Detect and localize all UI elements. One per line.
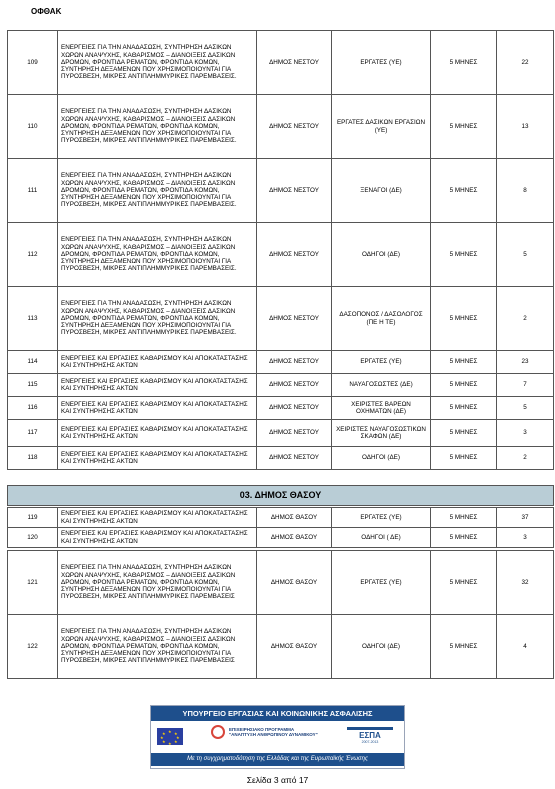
duration: 5 ΜΗΝΕΣ [431, 447, 497, 470]
table-row [8, 420, 554, 447]
municipality: ΔΗΜΟΣ ΝΕΣΤΟΥ [257, 420, 332, 447]
program-logo-icon [211, 725, 225, 739]
specialty: ΕΡΓΑΤΕΣ ΔΑΣΙΚΩΝ ΕΡΓΑΣΙΩΝ (ΥΕ) [332, 95, 431, 159]
municipality: ΔΗΜΟΣ ΝΕΣΤΟΥ [257, 31, 332, 95]
row-number: 116 [8, 397, 58, 420]
duration: 5 ΜΗΝΕΣ [431, 31, 497, 95]
activity-description: ΕΝΕΡΓΕΙΕΣ ΚΑΙ ΕΡΓΑΣΙΕΣ ΚΑΘΑΡΙΣΜΟΥ ΚΑΙ ΑΠΟΚΑΤΑΣΤΑΣΗΣ ΚΑΙ ΣΥΝΤΗΡΗΣΗΣ ΑΚΤΩΝ [58, 374, 257, 397]
municipality: ΔΗΜΟΣ ΝΕΣΤΟΥ [257, 447, 332, 470]
specialty: ΧΕΙΡΙΣΤΕΣ ΒΑΡΕΩΝ ΟΧΗΜΑΤΩΝ (ΔΕ) [332, 397, 431, 420]
duration: 5 ΜΗΝΕΣ [431, 223, 497, 287]
municipality: ΔΗΜΟΣ ΘΑΣΟΥ [257, 528, 332, 548]
activity-description: ΕΝΕΡΓΕΙΕΣ ΚΑΙ ΕΡΓΑΣΙΕΣ ΚΑΘΑΡΙΣΜΟΥ ΚΑΙ ΑΠΟΚΑΤΑΣΤΑΣΗΣ ΚΑΙ ΣΥΝΤΗΡΗΣΗΣ ΑΚΤΩΝ [58, 528, 257, 548]
positions-count: 22 [497, 31, 554, 95]
funding-banner [150, 705, 405, 769]
municipality: ΔΗΜΟΣ ΝΕΣΤΟΥ [257, 287, 332, 351]
specialty: ΟΔΗΓΟΙ (ΔΕ) [332, 447, 431, 470]
positions-table-thasos [7, 507, 554, 548]
program-name: ΕΠΙΧΕΙΡΗΣΙΑΚΟ ΠΡΟΓΡΑΜΜΑ "ΑΝΑΠΤΥΞΗ ΑΝΘΡΩΠΙΝΟΥ ΔΥΝΑΜΙΚΟΥ" [229, 727, 318, 737]
table-row [8, 528, 554, 548]
row-number: 119 [8, 508, 58, 528]
activity-description: ΕΝΕΡΓΕΙΕΣ ΓΙΑ ΤΗΝ ΑΝΑΔΑΣΩΣΗ, ΣΥΝΤΗΡΗΣΗ ΔΑΣΙΚΩΝ ΧΩΡΩΝ ΑΝΑΨΥΧΗΣ, ΚΑΘΑΡΙΣΜΟΣ – ΔΙΑΝΟΙΞΕΙΣ ΔΑΣΙΚΩΝ ΔΡΟΜΩΝ, ΦΡΟΝΤΙΔΑ ΡΕΜΑΤΩΝ, ΦΡΟΝΤΙΔΑ ΚΟΜΩΝ, ΣΥΝΤΗΡΗΣΗ ΔΕΞΑΜΕΝΩΝ ΠΟΥ ΧΡΗΣΙΜΟΠΟΙΟΥΝΤΑΙ ΓΙΑ ΠΥΡΟΣΒΕΣΗ, ΜΙΚΡΕΣ ΑΝΤΙΠΛΗΜΜΥΡΙΚΕΣ ΠΑΡΕΜΒΑΣΕΙΣ. [58, 287, 257, 351]
activity-description: ΕΝΕΡΓΕΙΕΣ ΚΑΙ ΕΡΓΑΣΙΕΣ ΚΑΘΑΡΙΣΜΟΥ ΚΑΙ ΑΠΟΚΑΤΑΣΤΑΣΗΣ ΚΑΙ ΣΥΝΤΗΡΗΣΗΣ ΑΚΤΩΝ [58, 420, 257, 447]
specialty: ΟΔΗΓΟΙ (ΔΕ) [332, 223, 431, 287]
positions-table-thasos-forest [7, 550, 554, 679]
row-number: 109 [8, 31, 58, 95]
duration: 5 ΜΗΝΕΣ [431, 159, 497, 223]
positions-count: 8 [497, 159, 554, 223]
table-row [8, 31, 554, 95]
positions-count: 37 [497, 508, 554, 528]
ministry-title: ΥΠΟΥΡΓΕΙΟ ΕΡΓΑΣΙΑΣ ΚΑΙ ΚΟΙΝΩΝΙΚΗΣ ΑΣΦΑΛΙΣΗΣ [151, 706, 404, 721]
row-number: 111 [8, 159, 58, 223]
positions-table-nestos [7, 30, 554, 470]
duration: 5 ΜΗΝΕΣ [431, 551, 497, 615]
duration: 5 ΜΗΝΕΣ [431, 528, 497, 548]
activity-description: ΕΝΕΡΓΕΙΕΣ ΓΙΑ ΤΗΝ ΑΝΑΔΑΣΩΣΗ, ΣΥΝΤΗΡΗΣΗ ΔΑΣΙΚΩΝ ΧΩΡΩΝ ΑΝΑΨΥΧΗΣ, ΚΑΘΑΡΙΣΜΟΣ – ΔΙΑΝΟΙΞΕΙΣ ΔΑΣΙΚΩΝ ΔΡΟΜΩΝ, ΦΡΟΝΤΙΔΑ ΡΕΜΑΤΩΝ, ΦΡΟΝΤΙΔΑ ΚΟΜΩΝ, ΣΥΝΤΗΡΗΣΗ ΔΕΞΑΜΕΝΩΝ ΠΟΥ ΧΡΗΣΙΜΟΠΟΙΟΥΝΤΑΙ ΓΙΑ ΠΥΡΟΣΒΕΣΗ, ΜΙΚΡΕΣ ΑΝΤΙΠΛΗΜΜΥΡΙΚΕΣ ΠΑΡΕΜΒΑΣΕΙΣ. [58, 223, 257, 287]
duration: 5 ΜΗΝΕΣ [431, 508, 497, 528]
positions-count: 3 [497, 420, 554, 447]
duration: 5 ΜΗΝΕΣ [431, 287, 497, 351]
positions-count: 23 [497, 351, 554, 374]
row-number: 120 [8, 528, 58, 548]
specialty: ΕΡΓΑΤΕΣ (ΥΕ) [332, 508, 431, 528]
positions-count: 32 [497, 551, 554, 615]
activity-description: ΕΝΕΡΓΕΙΕΣ ΚΑΙ ΕΡΓΑΣΙΕΣ ΚΑΘΑΡΙΣΜΟΥ ΚΑΙ ΑΠΟΚΑΤΑΣΤΑΣΗΣ ΚΑΙ ΣΥΝΤΗΡΗΣΗΣ ΑΚΤΩΝ [58, 508, 257, 528]
row-number: 113 [8, 287, 58, 351]
specialty: ΟΔΗΓΟΙ (ΔΕ) [332, 615, 431, 679]
espa-label: ΕΣΠΑ [359, 731, 381, 740]
activity-description: ΕΝΕΡΓΕΙΕΣ ΓΙΑ ΤΗΝ ΑΝΑΔΑΣΩΣΗ, ΣΥΝΤΗΡΗΣΗ ΔΑΣΙΚΩΝ ΧΩΡΩΝ ΑΝΑΨΥΧΗΣ, ΚΑΘΑΡΙΣΜΟΣ – ΔΙΑΝΟΙΞΕΙΣ ΔΑΣΙΚΩΝ ΔΡΟΜΩΝ, ΦΡΟΝΤΙΔΑ ΡΕΜΑΤΩΝ, ΦΡΟΝΤΙΔΑ ΚΟΜΩΝ, ΣΥΝΤΗΡΗΣΗ ΔΕΞΑΜΕΝΩΝ ΠΟΥ ΧΡΗΣΙΜΟΠΟΙΟΥΝΤΑΙ ΓΙΑ ΠΥΡΟΣΒΕΣΗ, ΜΙΚΡΕΣ ΑΝΤΙΠΛΗΜΜΥΡΙΚΕΣ ΠΑΡΕΜΒΑΣΕΙΣ. [58, 31, 257, 95]
positions-count: 2 [497, 287, 554, 351]
activity-description: ΕΝΕΡΓΕΙΕΣ ΓΙΑ ΤΗΝ ΑΝΑΔΑΣΩΣΗ, ΣΥΝΤΗΡΗΣΗ ΔΑΣΙΚΩΝ ΧΩΡΩΝ ΑΝΑΨΥΧΗΣ, ΚΑΘΑΡΙΣΜΟΣ – ΔΙΑΝΟΙΞΕΙΣ ΔΑΣΙΚΩΝ ΔΡΟΜΩΝ, ΦΡΟΝΤΙΔΑ ΡΕΜΑΤΩΝ, ΦΡΟΝΤΙΔΑ ΚΟΜΩΝ, ΣΥΝΤΗΡΗΣΗ ΔΕΞΑΜΕΝΩΝ ΠΟΥ ΧΡΗΣΙΜΟΠΟΙΟΥΝΤΑΙ ΓΙΑ ΠΥΡΟΣΒΕΣΗ, ΜΙΚΡΕΣ ΑΝΤΙΠΛΗΜΜΥΡΙΚΕΣ ΠΑΡΕΜΒΑΣΕΙΣ. [58, 95, 257, 159]
table-row [8, 351, 554, 374]
cofunding-note: Με τη συγχρηματοδότηση της Ελλάδας και της Ευρωπαϊκής Ένωσης [151, 753, 404, 766]
banner-logos [151, 721, 404, 753]
activity-description: ΕΝΕΡΓΕΙΕΣ ΓΙΑ ΤΗΝ ΑΝΑΔΑΣΩΣΗ, ΣΥΝΤΗΡΗΣΗ ΔΑΣΙΚΩΝ ΧΩΡΩΝ ΑΝΑΨΥΧΗΣ, ΚΑΘΑΡΙΣΜΟΣ – ΔΙΑΝΟΙΞΕΙΣ ΔΑΣΙΚΩΝ ΔΡΟΜΩΝ, ΦΡΟΝΤΙΔΑ ΡΕΜΑΤΩΝ, ΦΡΟΝΤΙΔΑ ΚΟΜΩΝ, ΣΥΝΤΗΡΗΣΗ ΔΕΞΑΜΕΝΩΝ ΠΟΥ ΧΡΗΣΙΜΟΠΟΙΟΥΝΤΑΙ ΓΙΑ ΠΥΡΟΣΒΕΣΗ, ΜΙΚΡΕΣ ΑΝΤΙΠΛΗΜΜΥΡΙΚΕΣ ΠΑΡΕΜΒΑΣΕΙΣ. [58, 159, 257, 223]
table-row [8, 508, 554, 528]
municipality: ΔΗΜΟΣ ΝΕΣΤΟΥ [257, 351, 332, 374]
espa-years: 2007-2013 [361, 740, 379, 744]
specialty: ΝΑΥΑΓΟΣΩΣΤΕΣ (ΔΕ) [332, 374, 431, 397]
table-row [8, 223, 554, 287]
positions-count: 5 [497, 397, 554, 420]
page-number: Σελίδα 3 από 17 [246, 775, 309, 785]
row-number: 110 [8, 95, 58, 159]
row-number: 117 [8, 420, 58, 447]
section-header-row [8, 486, 554, 506]
section-table [7, 485, 554, 506]
duration: 5 ΜΗΝΕΣ [431, 615, 497, 679]
positions-count: 3 [497, 528, 554, 548]
table-row [8, 447, 554, 470]
table-row [8, 95, 554, 159]
table-row [8, 159, 554, 223]
activity-description: ΕΝΕΡΓΕΙΕΣ ΚΑΙ ΕΡΓΑΣΙΕΣ ΚΑΘΑΡΙΣΜΟΥ ΚΑΙ ΑΠΟΚΑΤΑΣΤΑΣΗΣ ΚΑΙ ΣΥΝΤΗΡΗΣΗΣ ΑΚΤΩΝ [58, 351, 257, 374]
activity-description: ΕΝΕΡΓΕΙΕΣ ΚΑΙ ΕΡΓΑΣΙΕΣ ΚΑΘΑΡΙΣΜΟΥ ΚΑΙ ΑΠΟΚΑΤΑΣΤΑΣΗΣ ΚΑΙ ΣΥΝΤΗΡΗΣΗΣ ΑΚΤΩΝ [58, 447, 257, 470]
activity-description: ΕΝΕΡΓΕΙΕΣ ΚΑΙ ΕΡΓΑΣΙΕΣ ΚΑΘΑΡΙΣΜΟΥ ΚΑΙ ΑΠΟΚΑΤΑΣΤΑΣΗΣ ΚΑΙ ΣΥΝΤΗΡΗΣΗΣ ΑΚΤΩΝ [58, 397, 257, 420]
row-number: 115 [8, 374, 58, 397]
positions-count: 13 [497, 95, 554, 159]
municipality: ΔΗΜΟΣ ΘΑΣΟΥ [257, 615, 332, 679]
specialty: ΞΕΝΑΓΟΙ (ΔΕ) [332, 159, 431, 223]
specialty: ΕΡΓΑΤΕΣ (ΥΕ) [332, 351, 431, 374]
municipality: ΔΗΜΟΣ ΝΕΣΤΟΥ [257, 397, 332, 420]
specialty: ΔΑΣΟΠΟΝΟΣ / ΔΑΣΟΛΟΓΟΣ (ΠΕ Η ΤΕ) [332, 287, 431, 351]
specialty: ΧΕΙΡΙΣΤΕΣ ΝΑΥΑΓΟΣΩΣΤΙΚΩΝ ΣΚΑΦΩΝ (ΔΕ) [332, 420, 431, 447]
row-number: 112 [8, 223, 58, 287]
duration: 5 ΜΗΝΕΣ [431, 397, 497, 420]
document-header: ΟΦΘΑΚ [31, 7, 62, 16]
table-row [8, 374, 554, 397]
duration: 5 ΜΗΝΕΣ [431, 420, 497, 447]
positions-count: 4 [497, 615, 554, 679]
table-row [8, 397, 554, 420]
eu-flag-icon: ★ ★ ★ ★ ★ ★ ★ ★ [157, 728, 183, 745]
specialty: ΟΔΗΓΟΙ ( ΔΕ) [332, 528, 431, 548]
duration: 5 ΜΗΝΕΣ [431, 351, 497, 374]
section-title: 03. ΔΗΜΟΣ ΘΑΣΟΥ [8, 486, 554, 506]
specialty: ΕΡΓΑΤΕΣ (ΥΕ) [332, 31, 431, 95]
table-row [8, 615, 554, 679]
row-number: 118 [8, 447, 58, 470]
duration: 5 ΜΗΝΕΣ [431, 374, 497, 397]
row-number: 114 [8, 351, 58, 374]
duration: 5 ΜΗΝΕΣ [431, 95, 497, 159]
specialty: ΕΡΓΑΤΕΣ (ΥΕ) [332, 551, 431, 615]
table-row [8, 287, 554, 351]
activity-description: ΕΝΕΡΓΕΙΕΣ ΓΙΑ ΤΗΝ ΑΝΑΔΑΣΩΣΗ, ΣΥΝΤΗΡΗΣΗ ΔΑΣΙΚΩΝ ΧΩΡΩΝ ΑΝΑΨΥΧΗΣ, ΚΑΘΑΡΙΣΜΟΣ – ΔΙΑΝΟΙΞΕΙΣ ΔΑΣΙΚΩΝ ΔΡΟΜΩΝ, ΦΡΟΝΤΙΔΑ ΡΕΜΑΤΩΝ, ΦΡΟΝΤΙΔΑ ΚΟΜΩΝ, ΣΥΝΤΗΡΗΣΗ ΔΕΞΑΜΕΝΩΝ ΠΟΥ ΧΡΗΣΙΜΟΠΟΙΟΥΝΤΑΙ ΓΙΑ ΠΥΡΟΣΒΕΣΗ, ΜΙΚΡΕΣ ΑΝΤΙΠΛΗΜΜΥΡΙΚΕΣ ΠΑΡΕΜΒΑΣΕΙΣ [58, 551, 257, 615]
positions-count: 7 [497, 374, 554, 397]
municipality: ΔΗΜΟΣ ΝΕΣΤΟΥ [257, 95, 332, 159]
row-number: 122 [8, 615, 58, 679]
row-number: 121 [8, 551, 58, 615]
positions-count: 5 [497, 223, 554, 287]
positions-count: 2 [497, 447, 554, 470]
municipality: ΔΗΜΟΣ ΘΑΣΟΥ [257, 508, 332, 528]
municipality: ΔΗΜΟΣ ΝΕΣΤΟΥ [257, 374, 332, 397]
municipality: ΔΗΜΟΣ ΝΕΣΤΟΥ [257, 159, 332, 223]
espa-logo [347, 727, 393, 747]
municipality: ΔΗΜΟΣ ΝΕΣΤΟΥ [257, 223, 332, 287]
activity-description: ΕΝΕΡΓΕΙΕΣ ΓΙΑ ΤΗΝ ΑΝΑΔΑΣΩΣΗ, ΣΥΝΤΗΡΗΣΗ ΔΑΣΙΚΩΝ ΧΩΡΩΝ ΑΝΑΨΥΧΗΣ, ΚΑΘΑΡΙΣΜΟΣ – ΔΙΑΝΟΙΞΕΙΣ ΔΑΣΙΚΩΝ ΔΡΟΜΩΝ, ΦΡΟΝΤΙΔΑ ΡΕΜΑΤΩΝ, ΦΡΟΝΤΙΔΑ ΚΟΜΩΝ, ΣΥΝΤΗΡΗΣΗ ΔΕΞΑΜΕΝΩΝ ΠΟΥ ΧΡΗΣΙΜΟΠΟΙΟΥΝΤΑΙ ΓΙΑ ΠΥΡΟΣΒΕΣΗ, ΜΙΚΡΕΣ ΑΝΤΙΠΛΗΜΜΥΡΙΚΕΣ ΠΑΡΕΜΒΑΣΕΙΣ [58, 615, 257, 679]
municipality: ΔΗΜΟΣ ΘΑΣΟΥ [257, 551, 332, 615]
table-row [8, 551, 554, 615]
